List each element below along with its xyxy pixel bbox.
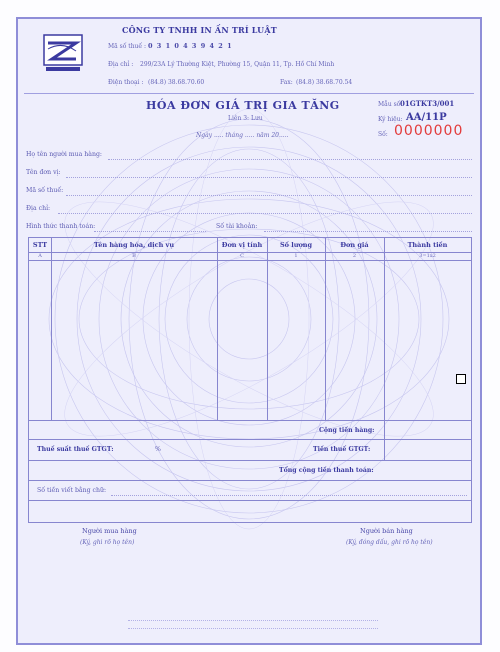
tax-code: 0 3 1 0 4 3 9 4 2 1 — [148, 42, 233, 50]
account-number-label: Số tài khoản: — [216, 223, 258, 230]
invoice-serial-number: 0000000 — [394, 123, 464, 139]
index-3: 3=1x2 — [419, 253, 436, 259]
header-item-name: Tên hàng hóa, dịch vụ — [93, 241, 175, 249]
header-unit: Đơn vị tính — [221, 241, 263, 249]
phone-label: Điện thoại : — [108, 79, 144, 86]
invoice-symbol: AA/11P — [406, 112, 447, 123]
header-stt: STT — [32, 241, 48, 249]
fax-label: Fax: — [280, 79, 293, 86]
invoice-date: Ngày ..... tháng ..... năm 20..... — [196, 132, 289, 139]
footer-printer-line-1 — [128, 619, 378, 621]
number-label: Số: — [378, 131, 388, 138]
header-unit-price: Đơn giá — [340, 241, 369, 249]
form-number: 01GTKT3/001 — [400, 99, 455, 108]
buyer-tax-line[interactable] — [66, 195, 472, 196]
index-c: C — [240, 253, 244, 259]
symbol-label: Ký hiệu: — [378, 116, 403, 123]
buyer-name-line[interactable] — [108, 159, 472, 160]
header-divider — [24, 93, 474, 94]
index-a: A — [38, 253, 42, 259]
vat-rate-label: Thuế suất thuế GTGT: — [37, 446, 114, 453]
buyer-signature-title: Người mua hàng — [82, 527, 137, 535]
buyer-tax-label: Mã số thuế: — [26, 187, 64, 194]
index-2: 2 — [352, 253, 357, 259]
address-value: 299/23A Lý Thường Kiệt, Phường 15, Quận 11, Tp. Hồ Chí Minh — [140, 61, 335, 68]
items-table — [28, 237, 472, 523]
header-quantity: Số lượng — [279, 241, 313, 249]
account-number-line[interactable] — [264, 231, 472, 232]
buyer-name-label: Họ tên người mua hàng: — [26, 151, 103, 158]
payment-method-label: Hình thức thanh toán: — [26, 223, 96, 230]
buyer-address-label: Địa chỉ: — [26, 205, 51, 212]
company-logo-icon — [42, 33, 84, 75]
footer-printer-line-2 — [128, 627, 378, 629]
index-b: B — [132, 253, 136, 259]
buyer-signature-note: (Ký, ghi rõ họ tên) — [80, 539, 135, 546]
vat-percent: % — [155, 446, 161, 453]
grand-total-label: Tổng cộng tiền thanh toán: — [279, 467, 374, 474]
index-1: 1 — [294, 253, 298, 259]
fax-value: (84.8) 38.68.70.54 — [296, 79, 353, 86]
seller-signature-title: Người bán hàng — [360, 527, 413, 535]
invoice-copy: Liên 3: Lưu — [228, 115, 263, 122]
tax-code-label: Mã số thuế : — [108, 43, 147, 50]
resize-handle[interactable] — [456, 374, 466, 384]
invoice-title: HÓA ĐƠN GIÁ TRỊ GIA TĂNG — [146, 99, 340, 112]
amount-in-words-line[interactable] — [111, 495, 467, 496]
buyer-address-line[interactable] — [58, 213, 472, 214]
form-label: Mẫu số: — [378, 101, 403, 108]
payment-method-line[interactable] — [94, 231, 206, 232]
header-amount: Thành tiền — [407, 241, 448, 249]
unit-name-line[interactable] — [66, 177, 472, 178]
phone-value: (84.8) 38.68.70.60 — [148, 79, 205, 86]
subtotal-label: Cộng tiền hàng: — [319, 427, 375, 434]
invoice-paper — [16, 17, 482, 645]
company-name: CÔNG TY TNHH IN ẤN TRÍ LUẬT — [122, 25, 277, 35]
amount-in-words-label: Số tiền viết bằng chữ: — [37, 487, 107, 494]
address-label: Địa chỉ : — [108, 61, 134, 68]
seller-signature-note: (Ký, đóng dấu, ghi rõ họ tên) — [346, 539, 433, 546]
unit-name-label: Tên đơn vị: — [26, 169, 61, 176]
vat-amount-label: Tiền thuế GTGT: — [313, 446, 371, 453]
